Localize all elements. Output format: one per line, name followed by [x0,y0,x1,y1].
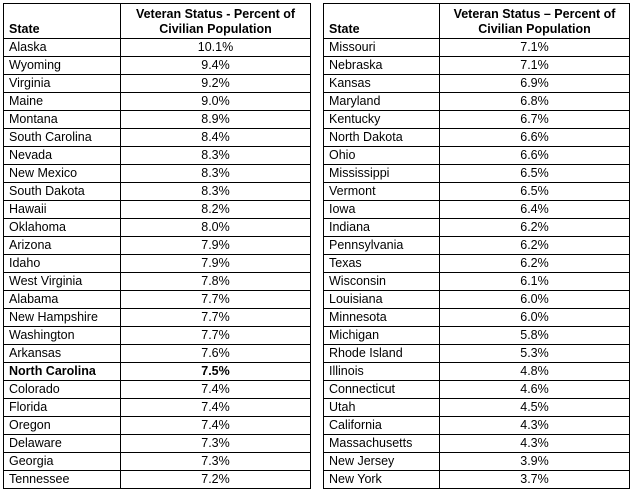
percent-cell: 6.7% [440,111,630,129]
state-cell: Pennsylvania [324,237,440,255]
state-cell: Illinois [324,363,440,381]
state-cell: Georgia [4,453,121,471]
table-row [324,183,630,201]
state-cell: New Jersey [324,453,440,471]
state-cell: Delaware [4,435,121,453]
percent-header-line1: Veteran Status - Percent of [135,7,296,21]
percent-cell: 8.4% [121,129,311,147]
state-cell: Michigan [324,327,440,345]
percent-cell: 6.0% [440,291,630,309]
state-cell: Virginia [4,75,121,93]
percent-cell: 7.1% [440,57,630,75]
percent-cell: 4.8% [440,363,630,381]
state-column-header: State [324,4,440,39]
header-row [4,4,311,39]
percent-cell: 6.4% [440,201,630,219]
percent-cell: 7.7% [121,291,311,309]
table-row [4,255,311,273]
state-cell: Wyoming [4,57,121,75]
table-row [4,417,311,435]
percent-cell: 3.9% [440,453,630,471]
percent-cell: 6.6% [440,129,630,147]
percent-cell: 4.3% [440,417,630,435]
state-cell: Texas [324,255,440,273]
table-row [4,327,311,345]
percent-cell: 8.3% [121,165,311,183]
percent-header-line2: Civilian Population [159,22,272,36]
state-cell: Hawaii [4,201,121,219]
state-cell: Florida [4,399,121,417]
percent-cell: 6.2% [440,255,630,273]
percent-cell: 7.7% [121,309,311,327]
table-row [4,381,311,399]
percent-column-header [121,4,311,39]
table-row [324,165,630,183]
state-cell: Rhode Island [324,345,440,363]
percent-cell: 10.1% [121,39,311,57]
percent-cell: 9.2% [121,75,311,93]
state-cell: Kansas [324,75,440,93]
state-cell: Missouri [324,39,440,57]
state-cell: Wisconsin [324,273,440,291]
table-body [4,39,311,489]
percent-cell: 9.4% [121,57,311,75]
state-cell: North Dakota [324,129,440,147]
table-row [4,399,311,417]
table-row [4,237,311,255]
percent-cell: 7.6% [121,345,311,363]
percent-cell: 6.2% [440,237,630,255]
table-row [324,381,630,399]
percent-cell: 7.9% [121,237,311,255]
table-row [324,93,630,111]
state-cell: South Carolina [4,129,121,147]
state-cell: Utah [324,399,440,417]
state-cell: Massachusetts [324,435,440,453]
state-cell: California [324,417,440,435]
percent-cell: 7.9% [121,255,311,273]
state-cell: Ohio [324,147,440,165]
state-cell: New York [324,471,440,489]
table-row [324,273,630,291]
table-row [324,453,630,471]
percent-cell: 3.7% [440,471,630,489]
state-cell: Indiana [324,219,440,237]
percent-cell: 6.5% [440,183,630,201]
veteran-table-left [3,3,311,489]
percent-cell: 6.5% [440,165,630,183]
veteran-table-right [323,3,630,489]
state-cell: Alabama [4,291,121,309]
table-row [4,309,311,327]
percent-cell: 6.6% [440,147,630,165]
state-cell: Oregon [4,417,121,435]
table-row [324,57,630,75]
percent-cell: 4.5% [440,399,630,417]
table-row [4,201,311,219]
state-cell: Washington [4,327,121,345]
table-row [324,219,630,237]
state-cell: Vermont [324,183,440,201]
table-row [324,399,630,417]
table-row [4,75,311,93]
state-cell: North Carolina [4,363,121,381]
percent-cell: 7.4% [121,417,311,435]
state-cell: Oklahoma [4,219,121,237]
percent-cell: 4.3% [440,435,630,453]
state-cell: New Mexico [4,165,121,183]
percent-cell: 6.8% [440,93,630,111]
table-row [4,93,311,111]
percent-cell: 6.2% [440,219,630,237]
table-row [4,129,311,147]
state-cell: Minnesota [324,309,440,327]
table-row [324,255,630,273]
state-cell: Connecticut [324,381,440,399]
table-row [4,291,311,309]
table-row [4,165,311,183]
percent-cell: 6.0% [440,309,630,327]
percent-cell: 7.5% [121,363,311,381]
state-cell: Tennessee [4,471,121,489]
percent-cell: 8.9% [121,111,311,129]
state-cell: Louisiana [324,291,440,309]
state-cell: Mississippi [324,165,440,183]
table-row [324,471,630,489]
table-row [324,75,630,93]
table-row [4,363,311,381]
state-cell: Maine [4,93,121,111]
percent-cell: 4.6% [440,381,630,399]
table-row [4,111,311,129]
percent-cell: 7.3% [121,453,311,471]
percent-cell: 7.3% [121,435,311,453]
percent-cell: 7.1% [440,39,630,57]
table-row [324,147,630,165]
table-row [324,435,630,453]
state-cell: New Hampshire [4,309,121,327]
table-row [4,219,311,237]
table-row [4,435,311,453]
table-row [324,327,630,345]
percent-cell: 6.9% [440,75,630,93]
state-cell: Kentucky [324,111,440,129]
state-cell: Maryland [324,93,440,111]
table-row [4,471,311,489]
table-row [4,57,311,75]
percent-cell: 8.0% [121,219,311,237]
state-cell: Alaska [4,39,121,57]
table-row [324,309,630,327]
state-cell: Idaho [4,255,121,273]
table-row [4,183,311,201]
table-row [4,273,311,291]
state-cell: South Dakota [4,183,121,201]
table-row [324,111,630,129]
state-cell: Arizona [4,237,121,255]
state-cell: Colorado [4,381,121,399]
table-row [4,453,311,471]
percent-header-line1: Veteran Status – Percent of [453,7,616,21]
percent-cell: 5.3% [440,345,630,363]
table-row [324,291,630,309]
percent-header-line2: Civilian Population [478,22,591,36]
state-cell: Nevada [4,147,121,165]
percent-cell: 8.2% [121,201,311,219]
table-row [324,237,630,255]
table-row [4,147,311,165]
percent-cell: 7.4% [121,399,311,417]
header-row [324,4,630,39]
table-row [324,201,630,219]
percent-column-header [440,4,630,39]
percent-cell: 5.8% [440,327,630,345]
state-cell: Montana [4,111,121,129]
percent-cell: 6.1% [440,273,630,291]
percent-cell: 7.4% [121,381,311,399]
percent-cell: 8.3% [121,183,311,201]
table-row [324,345,630,363]
table-row [324,129,630,147]
table-row [4,39,311,57]
percent-cell: 7.8% [121,273,311,291]
state-column-header: State [4,4,121,39]
percent-cell: 7.2% [121,471,311,489]
table-row [324,39,630,57]
percent-cell: 9.0% [121,93,311,111]
state-cell: Arkansas [4,345,121,363]
table-row [4,345,311,363]
state-cell: Nebraska [324,57,440,75]
table-row [324,363,630,381]
percent-cell: 8.3% [121,147,311,165]
state-cell: West Virginia [4,273,121,291]
table-body [324,39,630,489]
table-row [324,417,630,435]
state-cell: Iowa [324,201,440,219]
percent-cell: 7.7% [121,327,311,345]
